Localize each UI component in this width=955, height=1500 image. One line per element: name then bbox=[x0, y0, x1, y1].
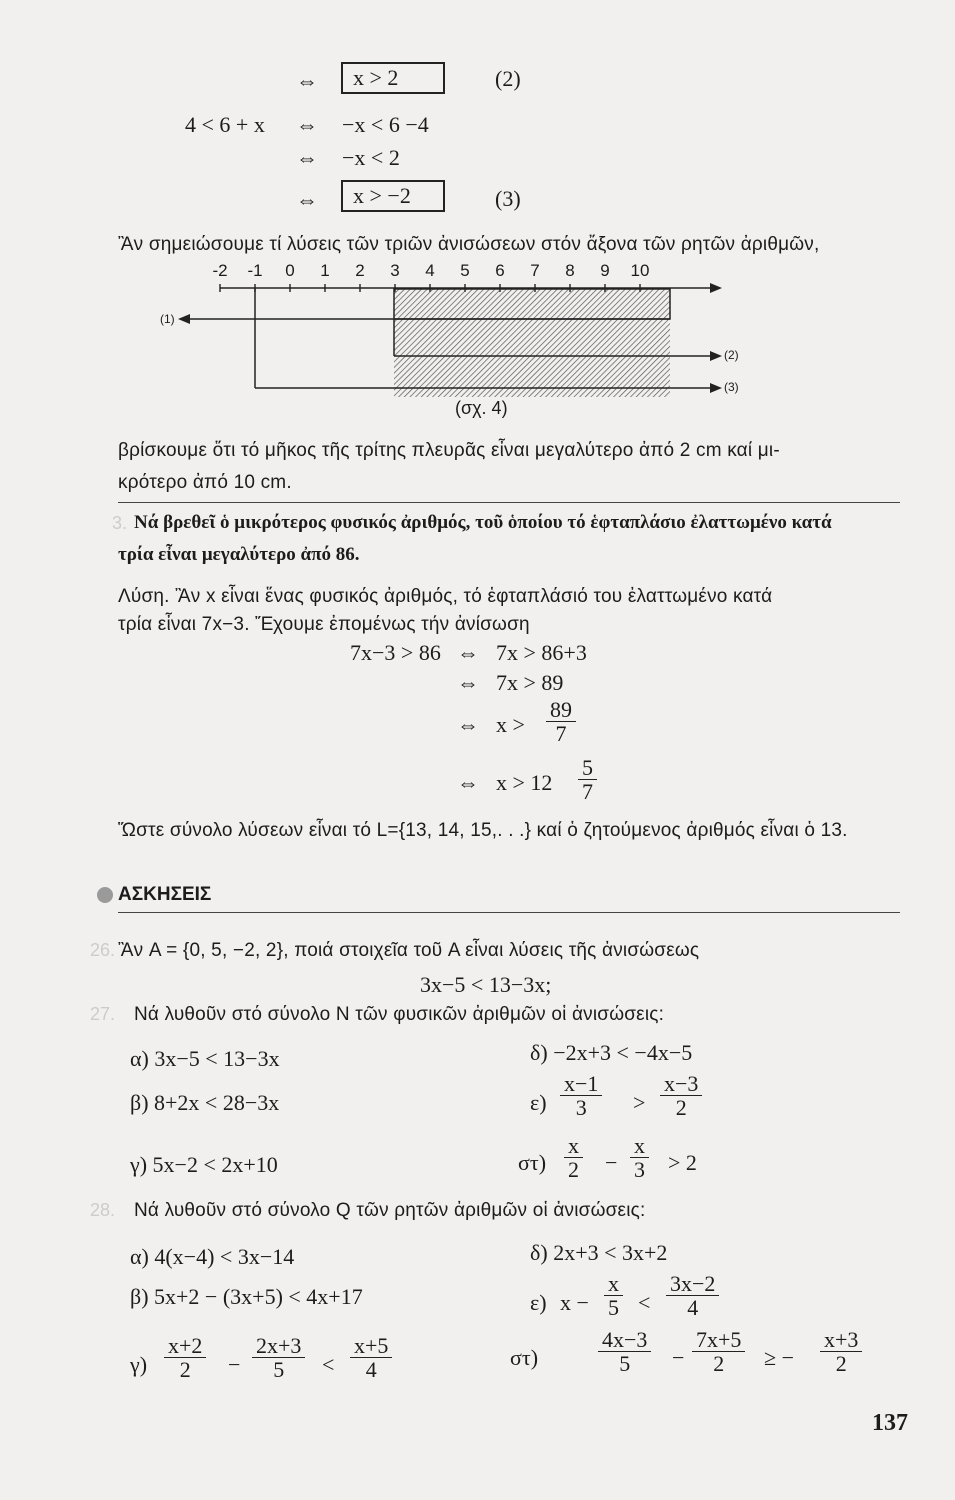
exercise-28-e-label: ε) bbox=[530, 1290, 547, 1315]
ex27st-den-2: 3 bbox=[634, 1157, 645, 1183]
number-line-figure bbox=[160, 256, 760, 416]
tick-label: 1 bbox=[320, 261, 330, 280]
range-3-arrow-icon bbox=[710, 383, 722, 393]
solution-line-2: τρία εἶναι 7x−3. Ἔχουμε ἐπομένως τήν ἀνίσωση bbox=[118, 614, 530, 635]
ex28c-num-2: 2x+3 bbox=[252, 1334, 305, 1358]
final-answer: Ὥστε σύνολο λύσεων εἶναι τό L={13, 14, 15,. . .} καί ὁ ζητούμενος ἀριθμός εἶναι ὁ 13. bbox=[118, 820, 848, 841]
exercise-27-text: Νά λυθοῦν στό σύνολο N τῶν φυσικῶν ἀριθμῶν οἱ ἀνισώσεις: bbox=[134, 1004, 665, 1025]
ex28c-num-3: x+5 bbox=[350, 1334, 392, 1358]
eq1-right: 7x > 86+3 bbox=[496, 640, 587, 665]
intro-sentence: Ἂν σημειώσουμε τί λύσεις τῶν τριῶν ἀνισώσεων στόν ἄξονα τῶν ρητῶν ἀριθμῶν, bbox=[118, 234, 820, 255]
ex28c-den-3: 4 bbox=[365, 1357, 377, 1383]
exercise-28-d: δ) 2x+3 < 3x+2 bbox=[530, 1240, 668, 1265]
section-divider bbox=[118, 502, 900, 503]
exercises-heading: ΑΣΚΗΣΕΙΣ bbox=[118, 884, 212, 905]
ex28e-num-1: x bbox=[604, 1272, 623, 1296]
eq1-arrow: ⇔ bbox=[457, 640, 479, 665]
tick-label: 0 bbox=[285, 261, 295, 280]
ex27st-num-2: x bbox=[630, 1134, 649, 1158]
ex27st-op: − bbox=[605, 1150, 618, 1175]
ex28c-op-2: < bbox=[322, 1352, 335, 1377]
eq1-left: 7x−3 > 86 bbox=[350, 640, 441, 665]
exercise-26-inequality: 3x−5 < 13−3x; bbox=[420, 972, 552, 997]
bullet-icon bbox=[97, 887, 113, 903]
example-number: 3. bbox=[112, 513, 128, 533]
eq3-denominator: 7 bbox=[555, 721, 567, 747]
example-title-1: Νά βρεθεῖ ὁ μικρότερος φυσικός ἀριθμός, τοῦ ὁποίου τό ἑφταπλάσιο ἐλαττωμένο κατά bbox=[134, 512, 832, 533]
ex27st-num-1: x bbox=[564, 1134, 583, 1158]
ex28st-num-3: x+3 bbox=[820, 1328, 862, 1352]
derivation-left-2: 4 < 6 + x bbox=[185, 112, 265, 137]
derivation-right-2: −x < 6 −4 bbox=[342, 112, 429, 137]
ex28st-num-2: 7x+5 bbox=[692, 1328, 745, 1352]
ex28st-den-1: 5 bbox=[619, 1351, 631, 1377]
eq4-numerator: 5 bbox=[578, 756, 597, 780]
range-2-arrow-icon bbox=[710, 351, 722, 361]
tag-3: (3) bbox=[495, 186, 521, 211]
ex28c-op-1: − bbox=[228, 1352, 241, 1377]
ex28c-num-1: x+2 bbox=[164, 1334, 206, 1358]
boxed-result-2: x > 2 bbox=[341, 62, 445, 94]
ex27e-num-1: x−1 bbox=[560, 1072, 602, 1096]
ex27e-num-2: x−3 bbox=[660, 1072, 702, 1096]
eq4-arrow: ⇔ bbox=[457, 770, 479, 795]
exercise-28-a: α) 4(x−4) < 3x−14 bbox=[130, 1244, 295, 1269]
tick-label: 2 bbox=[355, 261, 365, 280]
eq3-left: x > bbox=[496, 712, 525, 737]
solution-line-1: Ἂν x εἶναι ἕνας φυσικός ἀριθμός, τό ἑφταπλάσιό του ἐλαττωμένο κατά bbox=[175, 586, 773, 607]
range-1-arrow-icon bbox=[178, 314, 190, 324]
derivation-right-3: −x < 2 bbox=[342, 145, 400, 170]
tag-2: (2) bbox=[495, 66, 521, 91]
tick-label: 3 bbox=[390, 261, 400, 280]
eq3-arrow: ⇔ bbox=[457, 712, 479, 737]
tick-label: 9 bbox=[600, 261, 610, 280]
tick-label: 4 bbox=[425, 261, 435, 280]
exercise-27-st-label: στ) bbox=[518, 1150, 547, 1175]
eq4-denominator: 7 bbox=[582, 779, 593, 805]
boxed-result-3: x > −2 bbox=[341, 180, 445, 212]
exercise-27-d: δ) −2x+3 < −4x−5 bbox=[530, 1040, 693, 1065]
ex28e-pre: x − bbox=[560, 1290, 589, 1315]
ex28st-num-1: 4x−3 bbox=[598, 1328, 651, 1352]
tick-label: -2 bbox=[212, 261, 228, 280]
tick-label: -1 bbox=[247, 261, 263, 280]
range-label-2: (2) bbox=[724, 348, 739, 362]
ex28e-den-2: 4 bbox=[687, 1295, 699, 1321]
exercise-28-b: β) 5x+2 − (3x+5) < 4x+17 bbox=[130, 1284, 363, 1309]
ex28c-den-1: 2 bbox=[179, 1357, 191, 1383]
tick-label: 6 bbox=[495, 261, 505, 280]
ex27e-den-1: 3 bbox=[575, 1095, 587, 1121]
tick-label: 10 bbox=[630, 261, 650, 280]
exercise-27-e-label: ε) bbox=[530, 1090, 547, 1115]
ex28e-den-1: 5 bbox=[608, 1295, 619, 1321]
ex27st-tail: > 2 bbox=[668, 1150, 697, 1175]
solution-label: Λύση. bbox=[118, 586, 170, 607]
axis-arrow-icon bbox=[710, 283, 722, 293]
derivation-arrow-1: ⇔ bbox=[296, 68, 318, 93]
ex28e-num-2: 3x−2 bbox=[666, 1272, 719, 1296]
exercise-28-text: Νά λυθοῦν στό σύνολο Q τῶν ρητῶν ἀριθμῶν οἱ ἀνισώσεις: bbox=[134, 1200, 646, 1221]
solution-set-hatch bbox=[394, 289, 670, 397]
exercise-28-st-label: στ) bbox=[510, 1345, 539, 1370]
derivation-arrow-2: ⇔ bbox=[296, 112, 318, 137]
eq2-arrow: ⇔ bbox=[457, 670, 479, 695]
eq2-right: 7x > 89 bbox=[496, 670, 564, 695]
exercise-27-b: β) 8+2x < 28−3x bbox=[130, 1090, 280, 1115]
ex28st-den-3: 2 bbox=[835, 1351, 847, 1377]
exercise-26-text: Ἂν A = {0, 5, −2, 2}, ποιά στοιχεῖα τοῦ A εἶναι λύσεις τῆς ἀνισώσεως bbox=[118, 940, 700, 961]
eq3-numerator: 89 bbox=[546, 698, 576, 722]
exercise-26-number: 26. bbox=[90, 940, 116, 960]
example-title-2: τρία εἶναι μεγαλύτερο ἀπό 86. bbox=[118, 544, 360, 565]
exercises-divider bbox=[118, 912, 900, 913]
conclusion-line-2: κρότερο ἀπό 10 cm. bbox=[118, 472, 292, 493]
tick-label: 8 bbox=[565, 261, 575, 280]
ex28c-den-2: 5 bbox=[273, 1357, 285, 1383]
tick-label: 7 bbox=[530, 261, 540, 280]
derivation-arrow-3: ⇔ bbox=[296, 145, 318, 170]
figure-caption: (σχ. 4) bbox=[455, 398, 508, 418]
conclusion-line-1: βρίσκουμε ὅτι τό μῆκος τῆς τρίτης πλευρᾶς εἶναι μεγαλύτερο ἀπό 2 cm καί μι- bbox=[118, 440, 780, 461]
range-label-3: (3) bbox=[724, 380, 739, 394]
exercise-28-c-label: γ) bbox=[130, 1352, 148, 1377]
ex28st-op-2: ≥ − bbox=[764, 1345, 794, 1370]
exercise-27-c: γ) 5x−2 < 2x+10 bbox=[130, 1152, 278, 1177]
ex27st-den-1: 2 bbox=[568, 1157, 579, 1183]
tick-label: 5 bbox=[460, 261, 470, 280]
range-label-1: (1) bbox=[160, 312, 175, 326]
derivation-arrow-4: ⇔ bbox=[296, 187, 318, 212]
page-number: 137 bbox=[872, 1410, 908, 1436]
exercise-27-number: 27. bbox=[90, 1004, 116, 1024]
ex28st-op-1: − bbox=[672, 1345, 685, 1370]
ex27e-op: > bbox=[633, 1090, 646, 1115]
exercise-27-a: α) 3x−5 < 13−3x bbox=[130, 1046, 280, 1071]
eq4-left: x > 12 bbox=[496, 770, 553, 795]
ex28st-den-2: 2 bbox=[713, 1351, 725, 1377]
ex28e-op: < bbox=[638, 1290, 651, 1315]
ex27e-den-2: 2 bbox=[675, 1095, 687, 1121]
exercise-28-number: 28. bbox=[90, 1200, 116, 1220]
